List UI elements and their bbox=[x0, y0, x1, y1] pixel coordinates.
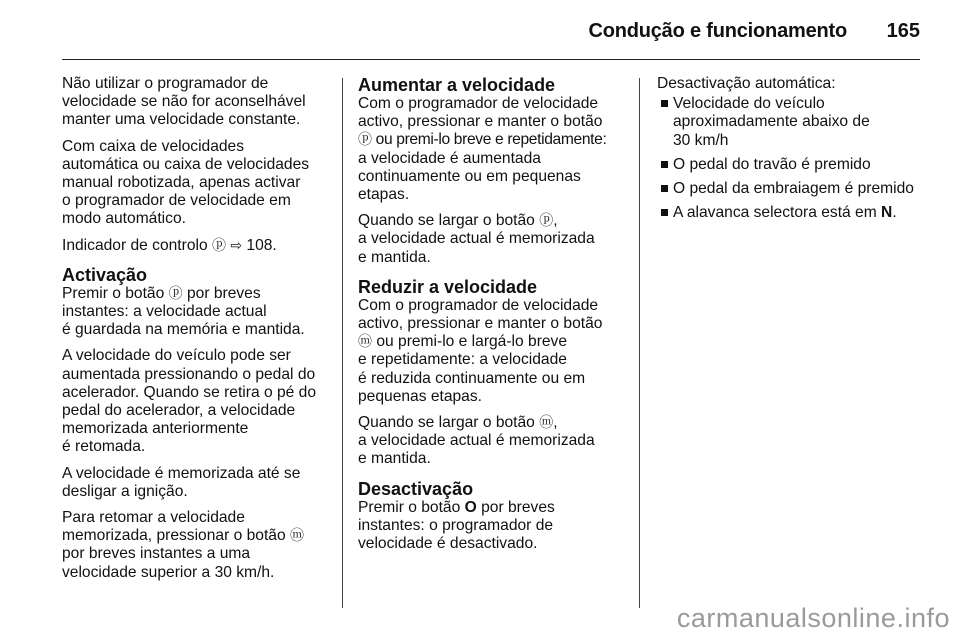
section-heading-deactivation: Desactivação bbox=[358, 478, 474, 499]
cruise-minus-icon: ⓜ bbox=[289, 528, 304, 545]
cruise-plus-icon: ⓟ bbox=[539, 213, 554, 230]
list-item: O pedal do travão é premido bbox=[657, 156, 932, 174]
list-item: O pedal da embraiagem é premido bbox=[657, 180, 932, 198]
section-heading-reduce: Reduzir a velocidade bbox=[358, 276, 538, 297]
header-divider bbox=[62, 59, 920, 60]
cruise-control-icon: ⓟ bbox=[211, 237, 226, 254]
column-3 bbox=[657, 75, 932, 228]
cruise-minus-icon: ⓜ bbox=[358, 334, 372, 351]
page-header bbox=[0, 0, 960, 62]
paragraph-reduce: Com o programador de velocidade activo, pressionar e manter o botão ⓜ ou premi-lo e largá-lo breve e repetidamente: a velocidade é reduzida continuamente ou em pequenas etapas. bbox=[358, 296, 603, 405]
column-divider-2 bbox=[639, 78, 640, 608]
cruise-plus-icon: ⓟ bbox=[168, 285, 183, 302]
paragraph-increase-release: Quando se largar o botão ⓟ, a velocidade actual é memorizada e mantida. bbox=[358, 212, 595, 266]
section-heading-activation: Activação bbox=[62, 264, 148, 285]
column-1 bbox=[62, 75, 330, 590]
paragraph-no-use: Não utilizar o programador de velocidade se não for aconselhável manter uma velocidade constante. bbox=[62, 75, 306, 129]
paragraph-activation: Premir o botão ⓟ por breves instantes: a velocidade actual é guardada na memória e mantida. bbox=[62, 284, 305, 339]
page-reference-arrow-icon: ⇨ bbox=[230, 237, 243, 254]
auto-deactivation-list bbox=[657, 95, 932, 222]
column-divider-1 bbox=[342, 78, 343, 608]
paragraph-resume: Para retomar a velocidade memorizada, pressionar o botão ⓜ por breves instantes a uma velocidade superior a 30 km/h. bbox=[62, 509, 304, 581]
paragraph-memorized: A velocidade é memorizada até se desligar a ignição. bbox=[62, 464, 301, 500]
paragraph-increase: Com o programador de velocidade activo, pressionar e manter o botão ⓟ ou premi-lo breve e repetidamente: a velocidade é aumentada continuamente ou em pequenas etapas. bbox=[358, 95, 607, 204]
auto-deactivation-intro: Desactivação automática: bbox=[657, 75, 836, 92]
cruise-minus-icon: ⓜ bbox=[539, 415, 554, 432]
paragraph-automatic: Com caixa de velocidades automática ou caixa de velocidades manual robotizada, apenas activar o programador de velocidade em modo automático. bbox=[62, 137, 310, 228]
page-title: Condução e funcionamento bbox=[588, 20, 847, 42]
list-item: Velocidade do veículo aproximadamente abaixo de 30 km/h bbox=[657, 95, 932, 150]
page-number: 165 bbox=[886, 20, 920, 42]
watermark: carmanualsonline.info bbox=[676, 603, 950, 633]
paragraph-reduce-release: Quando se largar o botão ⓜ, a velocidade actual é memorizada e mantida. bbox=[358, 414, 595, 468]
column-2 bbox=[358, 75, 628, 561]
paragraph-deactivation: Premir o botão O por breves instantes: o programador de velocidade é desactivado. bbox=[358, 498, 555, 553]
paragraph-indicator: Indicador de controlo ⓟ ⇨ 108. bbox=[62, 236, 277, 254]
section-heading-increase: Aumentar a velocidade bbox=[358, 75, 556, 95]
list-item: A alavanca selectora está em N. bbox=[657, 204, 932, 222]
cruise-off-icon: O bbox=[464, 498, 477, 516]
cruise-plus-icon: ⓟ bbox=[358, 132, 372, 149]
paragraph-accelerator: A velocidade do veículo pode ser aumentada pressionando o pedal do acelerador. Quando se retira o pé do pedal do acelerador, a velocidade memorizada anteriormente é retomada. bbox=[62, 347, 316, 456]
